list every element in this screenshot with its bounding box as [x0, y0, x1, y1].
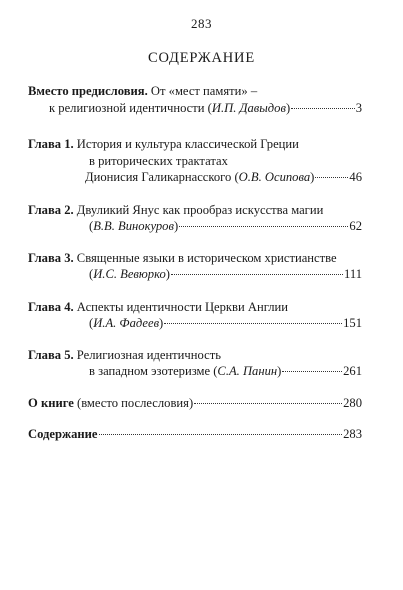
- toc-entry-title: История и культура классической Греции: [73, 137, 299, 151]
- toc-entry-line: [28, 218, 362, 235]
- toc-entry-line: [28, 266, 362, 283]
- toc-entry-line: [28, 426, 362, 443]
- toc-entry-label: О книге: [28, 395, 74, 410]
- toc-entry-author: В.В. Винокуров: [93, 219, 174, 233]
- toc-entry-title: Дионисия Галикарнасского (: [85, 170, 239, 184]
- toc-entry-author: И.А. Фадеев: [93, 316, 160, 330]
- toc-entry-title: к религиозной идентичности (: [49, 100, 212, 115]
- toc-entry-title: (: [89, 267, 94, 281]
- toc-entry-author: И.С. Вевюрко: [93, 267, 166, 281]
- toc-entry-line: [28, 169, 362, 186]
- toc-entry-title: (: [89, 316, 94, 330]
- toc-entry-page: 151: [343, 316, 362, 330]
- leader-dots: [171, 274, 343, 275]
- leader-dots: [164, 323, 342, 324]
- toc-entry-chapter-2[interactable]: [28, 202, 362, 235]
- toc-entry-page: 3: [355, 100, 362, 115]
- toc-entry-label: Глава 2.: [28, 202, 74, 217]
- toc-entry-label: Глава 5.: [28, 347, 74, 362]
- toc-entry-line: [28, 100, 362, 117]
- toc-entry-author: С.А. Панин: [217, 364, 278, 378]
- toc-entry-label: Глава 4.: [28, 299, 74, 314]
- toc-entry-title: ): [165, 267, 170, 281]
- toc-entry-preface[interactable]: [28, 83, 362, 116]
- toc-entry-chapter-3[interactable]: [28, 250, 362, 283]
- toc-entry-label: Глава 3.: [28, 250, 74, 265]
- toc-entry-title: ): [310, 170, 315, 184]
- toc-entry-page: 280: [343, 395, 362, 410]
- toc-entry-label: Вместо предисловия.: [28, 84, 148, 98]
- toc-entry-line: [28, 347, 362, 364]
- toc-entry-title: (: [89, 219, 94, 233]
- toc-entry-title: в риторических трактатах: [89, 153, 228, 168]
- toc-entry-author: О.В. Осипова: [238, 170, 311, 184]
- leader-dots: [315, 177, 348, 178]
- toc-entry-title: Священные языки в историческом христианстве: [73, 250, 337, 265]
- toc-entry-title: Религиозная идентичность: [73, 347, 221, 362]
- toc-entry-line: [28, 315, 362, 332]
- leader-dots: [99, 434, 343, 435]
- toc-entry-afterword[interactable]: [28, 395, 362, 412]
- toc-entry-title: ): [285, 100, 291, 115]
- leader-dots: [282, 371, 342, 372]
- toc-entry-title: ): [277, 364, 282, 378]
- toc-entry-line: [28, 395, 362, 412]
- toc-entry-line: [28, 363, 362, 380]
- toc-entry-line: [28, 136, 362, 153]
- toc-entry-page: 62: [349, 219, 362, 233]
- leader-dots: [194, 403, 342, 404]
- toc-entry-page: 111: [344, 267, 362, 281]
- toc-entry-page: 261: [343, 364, 362, 378]
- toc-entry-chapter-4[interactable]: [28, 299, 362, 332]
- toc-entry-author: И.П. Давыдов: [211, 100, 286, 115]
- toc-entry-label: Содержание: [28, 427, 98, 441]
- toc-entry-title: в западном эзотеризме (: [89, 364, 218, 378]
- toc-entry-title: ): [159, 316, 164, 330]
- table-of-contents: [28, 83, 362, 443]
- toc-entry-chapter-5[interactable]: [28, 347, 362, 380]
- toc-entry-line: [28, 202, 362, 219]
- toc-entry-title: Двуликий Янус как прообраз искусства магии: [73, 202, 324, 217]
- leader-dots: [179, 226, 348, 227]
- toc-entry-chapter-1[interactable]: [28, 136, 362, 186]
- toc-entry-line: [28, 83, 362, 100]
- toc-entry-line: [28, 299, 362, 316]
- toc-entry-line: [28, 250, 362, 267]
- toc-entry-title: ): [173, 219, 179, 233]
- toc-entry-page: 46: [349, 170, 362, 184]
- toc-entry-label: Глава 1.: [28, 137, 74, 151]
- toc-entry-title: Аспекты идентичности Церкви Англии: [73, 299, 289, 314]
- toc-entry-title: (вместо послесловия): [73, 395, 194, 410]
- leader-dots: [291, 108, 355, 109]
- toc-entry-contents[interactable]: [28, 426, 362, 443]
- page-number: 283: [191, 16, 212, 31]
- toc-entry-page: 283: [343, 427, 362, 441]
- page-title: СОДЕРЖАНИЕ: [148, 50, 255, 66]
- toc-entry-title: От «мест памяти» –: [147, 84, 258, 98]
